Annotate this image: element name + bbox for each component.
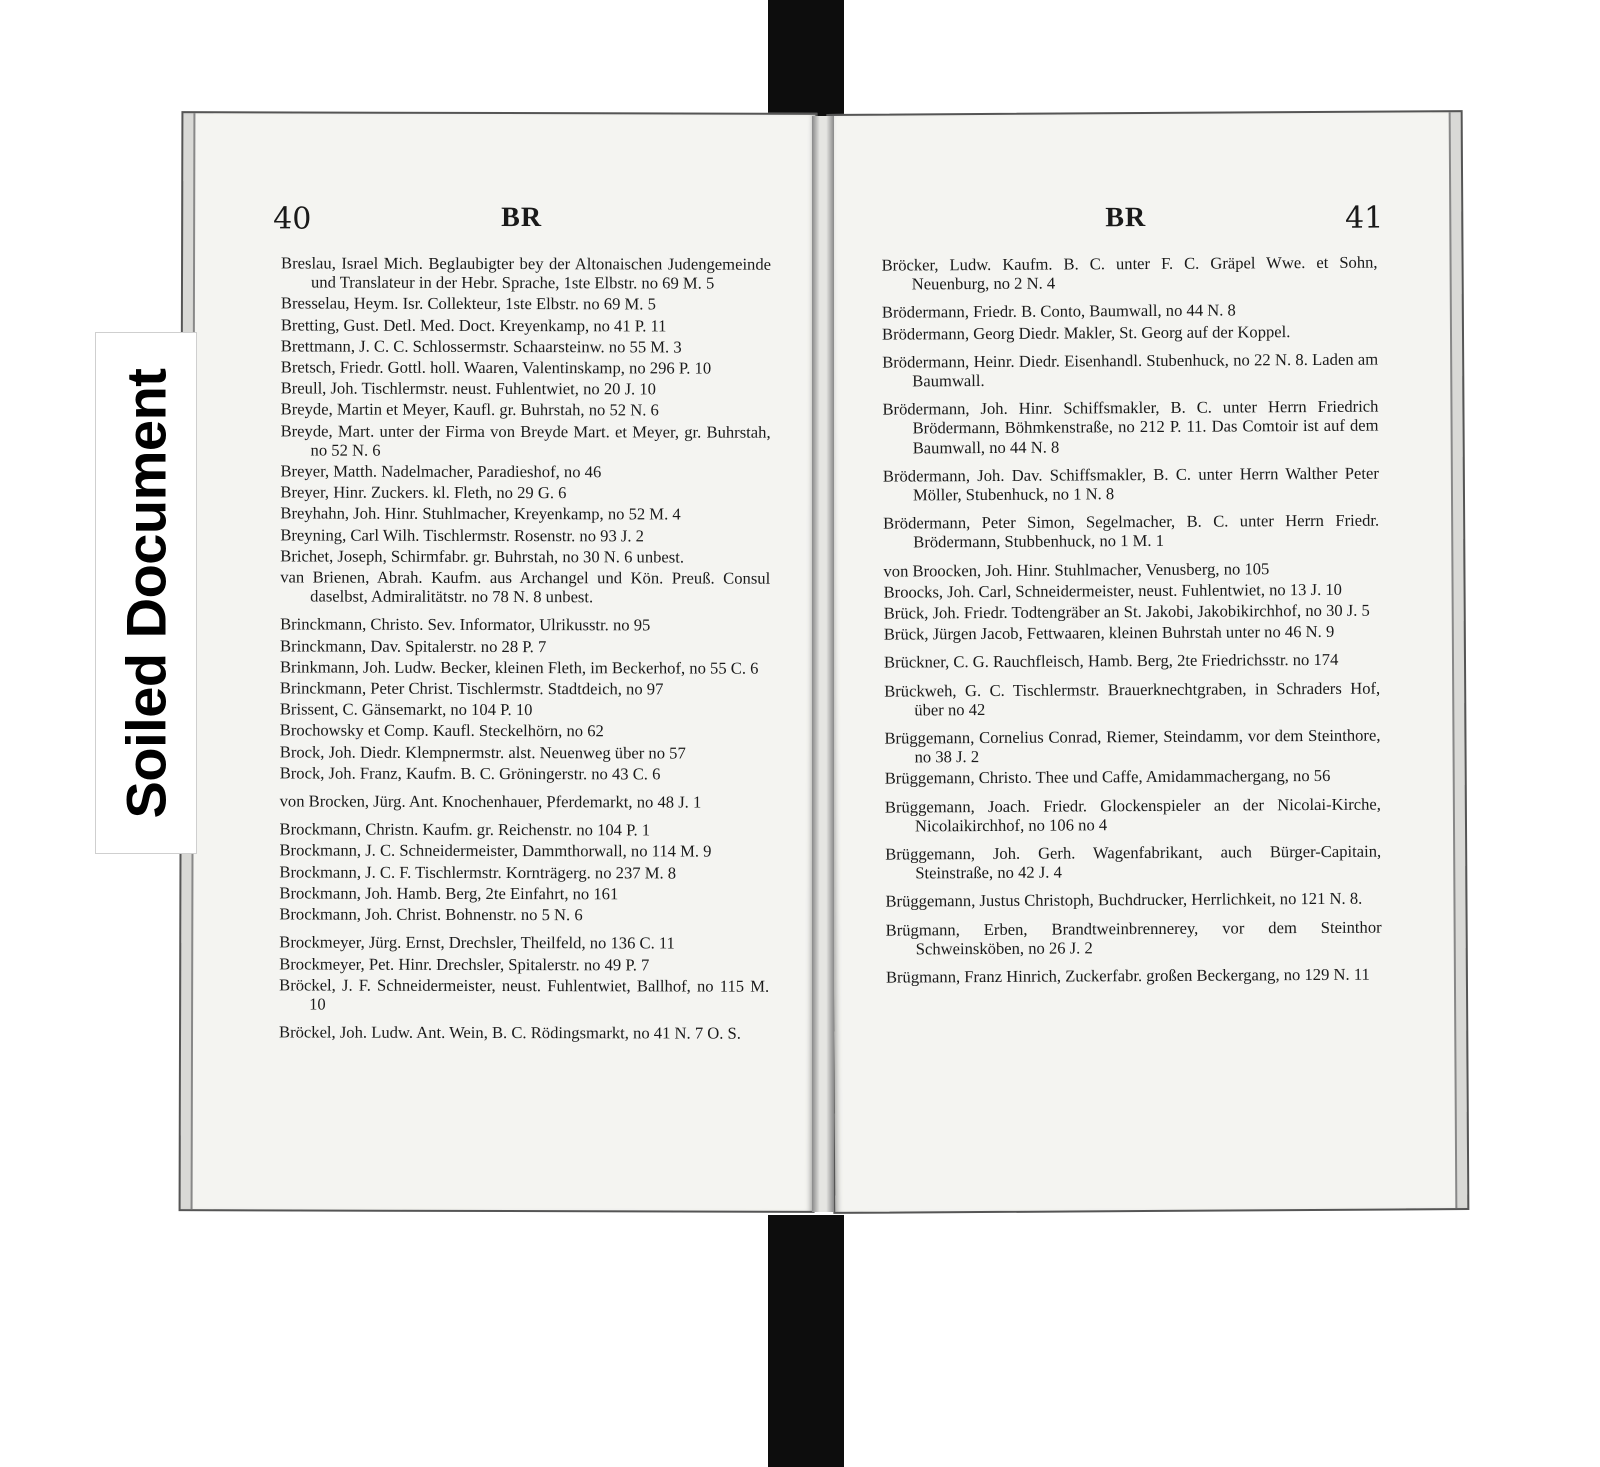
directory-entry: Brock, Joh. Franz, Kaufm. B. C. Gröningerstr. no 43 C. 6 [279, 763, 661, 784]
directory-entry: Brichet, Joseph, Schirmfabr. gr. Buhrstah, no 30 N. 6 unbest. [280, 546, 685, 567]
directory-entry: Brissent, C. Gänsemarkt, no 104 P. 10 [279, 699, 533, 720]
right-page [827, 110, 1470, 1214]
directory-entry: Breyning, Carl Wilh. Tischlermstr. Rosenstr. no 93 J. 2 [280, 525, 645, 546]
directory-entry: Brettmann, J. C. C. Schlossermstr. Schaarsteinw. no 55 M. 3 [280, 336, 682, 357]
soiled-document-stamp [96, 333, 196, 853]
directory-entry: Breyer, Matth. Nadelmacher, Paradieshof, no 46 [280, 461, 602, 482]
directory-entry: van Brienen, Abrah. Kaufm. aus Archangel und Kön. Preuß. Consul daselbst, Admiralitätstr. no 78 N. 8 unbest. [280, 567, 771, 607]
directory-entry: Brügmann, Erben, Brandtweinbrennerey, vor dem Steinthor Schweinsköben, no 26 J. 2 [885, 917, 1382, 959]
right-entry-list [882, 253, 1382, 989]
directory-entry: Brödermann, Georg Diedr. Makler, St. Georg auf der Koppel. [881, 321, 1291, 344]
directory-entry: Breyde, Martin et Meyer, Kaufl. gr. Buhrstah, no 52 N. 6 [280, 399, 659, 420]
directory-entry: Brüggemann, Cornelius Conrad, Riemer, Steindamm, vor dem Steinthore, no 38 J. 2 [884, 725, 1381, 767]
directory-entry: Brüggemann, Justus Christoph, Buchdrucker, Herrlichkeit, no 121 N. 8. [885, 889, 1363, 912]
directory-entry: Brück, Joh. Friedr. Todtengräber an St. Jakobi, Jakobikirchhof, no 30 J. 5 [883, 600, 1370, 623]
directory-entry: Brückner, C. G. Rauchfleisch, Hamb. Berg, 2te Friedrichsstr. no 174 [883, 650, 1339, 673]
directory-entry: Brödermann, Joh. Hinr. Schiffsmakler, B. C. unter Herrn Friedrich Brödermann, Böhmkenstraße, no 212 P. 11. Das Comtoir ist auf dem Baumwall, no 44 N. 8 [882, 396, 1379, 458]
directory-entry: Brockmeyer, Jürg. Ernst, Drechsler, Theilfeld, no 136 C. 11 [279, 932, 675, 953]
directory-entry: Brinckmann, Peter Christ. Tischlermstr. Stadtdeich, no 97 [279, 678, 664, 699]
directory-entry: Brüggemann, Christo. Thee und Caffe, Amidammachergang, no 56 [884, 766, 1331, 789]
directory-entry: Brockmann, Joh. Hamb. Berg, 2te Einfahrt, no 161 [279, 883, 619, 904]
directory-entry: Brinckmann, Christo. Sev. Informator, Ulrikusstr. no 95 [280, 614, 651, 635]
directory-entry: Breyer, Hinr. Zuckers. kl. Fleth, no 29 G. 6 [280, 482, 567, 503]
directory-entry: Brüggemann, Joh. Gerh. Wagenfabrikant, auch Bürger-Capitain, Steinstraße, no 42 J. 4 [885, 841, 1382, 883]
directory-entry: Breslau, Israel Mich. Beglaubigter bey der Altonaischen Judengemeinde und Translateur in der Hebr. Sprache, 1ste Elbstr. no 69 M. 5 [281, 253, 772, 293]
directory-entry: Brödermann, Friedr. B. Conto, Baumwall, no 44 N. 8 [881, 300, 1236, 323]
directory-entry: Breyhahn, Joh. Hinr. Stuhlmacher, Kreyenkamp, no 52 M. 4 [280, 503, 681, 524]
directory-entry: Brockmeyer, Pet. Hinr. Drechsler, Spitalerstr. no 49 P. 7 [279, 953, 650, 974]
directory-entry: Brockmann, J. C. F. Tischlermstr. Kornträgerg. no 237 M. 8 [279, 862, 677, 883]
directory-entry: Brinkmann, Joh. Ludw. Becker, kleinen Fleth, im Beckerhof, no 55 C. 6 [279, 657, 759, 678]
right-page-number: 41 [1344, 200, 1384, 236]
left-page [179, 111, 818, 1213]
directory-entry: Brockmann, Joh. Christ. Bohnenstr. no 5 N. 6 [279, 904, 583, 925]
directory-entry: Breyde, Mart. unter der Firma von Breyde Mart. et Meyer, gr. Buhrstah, no 52 N. 6 [280, 421, 771, 460]
left-page-header: BR [501, 202, 543, 234]
directory-entry: Broocks, Joh. Carl, Schneidermeister, neust. Fuhlentwiet, no 13 J. 10 [883, 579, 1342, 602]
directory-entry: Brückweh, G. C. Tischlermstr. Brauerknechtgraben, in Schraders Hof, über no 42 [884, 678, 1381, 720]
directory-entry: Brück, Jürgen Jacob, Fettwaaren, kleinen Buhrstah unter no 46 N. 9 [883, 622, 1335, 644]
left-entry-list [279, 253, 771, 1045]
directory-entry: Brochowsky et Comp. Kaufl. Steckelhörn, no 62 [279, 720, 604, 741]
directory-entry: Brödermann, Heinr. Diedr. Eisenhandl. Stubenhuck, no 22 N. 8. Laden am Baumwall. [882, 349, 1379, 391]
directory-entry: Bröckel, J. F. Schneidermeister, neust. Fuhlentwiet, Ballhof, no 115 M. 10 [279, 975, 770, 1014]
directory-entry: Brockmann, J. C. Schneidermeister, Dammthorwall, no 114 M. 9 [279, 840, 712, 862]
directory-entry: Brödermann, Joh. Dav. Schiffsmakler, B. C. unter Herrn Walther Peter Möller, Stubenhuck, no 1 N. 8 [882, 463, 1379, 505]
left-page-number: 40 [273, 201, 312, 237]
directory-entry: Bröckel, Joh. Ludw. Ant. Wein, B. C. Rödingsmarkt, no 41 N. 7 O. S. [279, 1022, 741, 1043]
directory-entry: Brock, Joh. Diedr. Klempnermstr. alst. Neuenweg über no 57 [279, 742, 686, 763]
directory-entry: von Brocken, Jürg. Ant. Knochenhauer, Pferdemarkt, no 48 J. 1 [279, 791, 702, 812]
directory-entry: Brüggemann, Joach. Friedr. Glockenspieler an der Nicolai-Kirche, Nicolaikirchhof, no 106 no 4 [884, 794, 1381, 836]
directory-entry: Bröcker, Ludw. Kaufm. B. C. unter F. C. Gräpel Wwe. et Sohn, Neuenburg, no 2 N. 4 [881, 252, 1378, 294]
open-book [180, 112, 1470, 1232]
directory-entry: Brödermann, Peter Simon, Segelmacher, B. C. unter Herrn Friedr. Brödermann, Stubbenhuck, no 1 M. 1 [883, 510, 1380, 552]
directory-entry: Bretsch, Friedr. Gottl. holl. Waaren, Valentinskamp, no 296 P. 10 [280, 357, 712, 378]
directory-entry: Bresselau, Heym. Isr. Collekteur, 1ste Elbstr. no 69 M. 5 [280, 293, 656, 314]
directory-entry: Brinckmann, Dav. Spitalerstr. no 28 P. 7 [280, 636, 547, 656]
directory-entry: Bretting, Gust. Detl. Med. Doct. Kreyenkamp, no 41 P. 11 [280, 315, 667, 336]
book-gutter [812, 116, 834, 1212]
stamp-label: Soiled Document [114, 368, 178, 818]
directory-entry: Brügmann, Franz Hinrich, Zuckerfabr. großen Beckergang, no 129 N. 11 [885, 964, 1370, 987]
directory-entry: Brockmann, Christn. Kaufm. gr. Reichenstr. no 104 P. 1 [279, 819, 651, 840]
directory-entry: von Broocken, Joh. Hinr. Stuhlmacher, Venusberg, no 105 [883, 558, 1270, 581]
directory-entry: Breull, Joh. Tischlermstr. neust. Fuhlentwiet, no 20 J. 10 [280, 378, 656, 399]
spine-tape-bottom [768, 1215, 844, 1467]
right-page-header: BR [1105, 202, 1147, 234]
